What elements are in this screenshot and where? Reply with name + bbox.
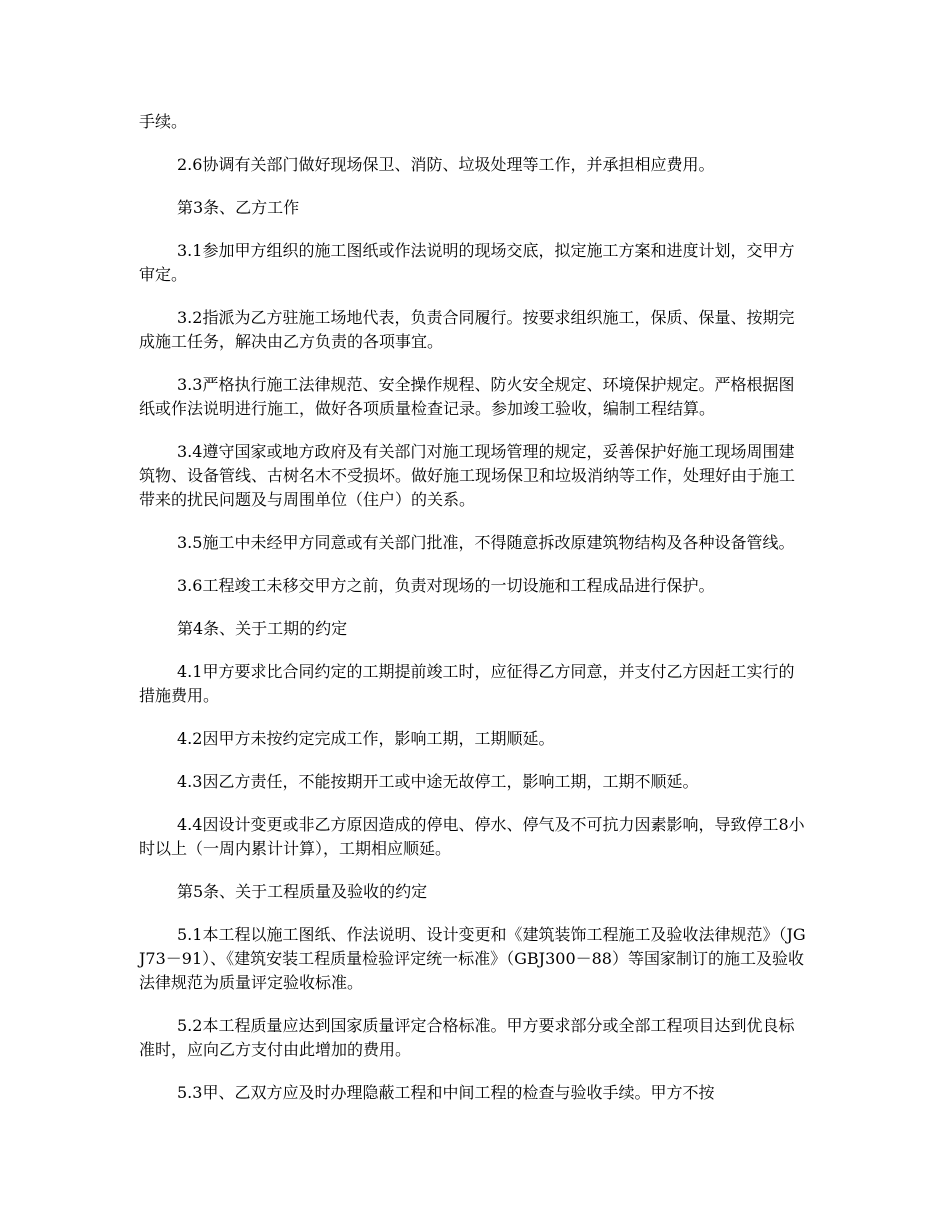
paragraph-0: 手续。: [139, 112, 188, 131]
paragraph-5-2: 5.2本工程质量应达到国家质量评定合格标准。甲方要求部分或全部工程项目达到优良标准时，应向乙方支付由此增加的费用。: [139, 1016, 795, 1059]
paragraph-3-2: 3.2指派为乙方驻施工场地代表，负责合同履行。按要求组织施工，保质、保量、按期完成施工任务，解决由乙方负责的各项事宜。: [139, 308, 795, 351]
paragraph-4-2: 4.2因甲方未按约定完成工作，影响工期，工期顺延。: [177, 729, 555, 748]
paragraph-4-1: 4.1甲方要求比合同约定的工期提前竣工时，应征得乙方同意，并支付乙方因赶工实行的措施费用。: [139, 662, 795, 705]
section-heading-4: 第4条、关于工期的约定: [177, 619, 348, 638]
paragraph-3-3: 3.3严格执行施工法律规范、安全操作规程、防火安全规定、环境保护规定。严格根据图纸或作法说明进行施工，做好各项质量检查记录。参加竣工验收，编制工程结算。: [139, 375, 795, 418]
section-heading-3: 第3条、乙方工作: [177, 198, 300, 217]
paragraph-3-4: 3.4遵守国家或地方政府及有关部门对施工现场管理的规定，妥善保护好施工现场周围建筑物、设备管线、古树名木不受损坏。做好施工现场保卫和垃圾消纳等工作，处理好由于施工带来的扰民问题及与周围单位（住户）的关系。: [139, 442, 796, 509]
paragraph-4-3: 4.3因乙方责任，不能按期开工或中途无故停工，影响工期，工期不顺延。: [177, 772, 699, 791]
document-page: [139, 110, 809, 1124]
section-heading-5: 第5条、关于工程质量及验收的约定: [177, 882, 428, 901]
paragraph-3-5: 3.5施工中未经甲方同意或有关部门批准，不得随意拆改原建筑物结构及各种设备管线。: [177, 533, 795, 552]
paragraph-3-1: 3.1参加甲方组织的施工图纸或作法说明的现场交底，拟定施工方案和进度计划，交甲方审定。: [139, 241, 795, 284]
paragraph-5-1: 5.1本工程以施工图纸、作法说明、设计变更和《建筑装饰工程施工及验收法律规范》（JGJ73－91）、《建筑安装工程质量检验评定统一标准》（GBJ300－88）等国家制订的施工及验收法律规范为质量评定验收标准。: [139, 925, 806, 992]
paragraph-2-6: 2.6协调有关部门做好现场保卫、消防、垃圾处理等工作，并承担相应费用。: [177, 155, 715, 174]
paragraph-4-4: 4.4因设计变更或非乙方原因造成的停电、停水、停气及不可抗力因素影响，导致停工8小时以上（一周内累计计算），工期相应顺延。: [139, 815, 805, 858]
paragraph-3-6: 3.6工程竣工未移交甲方之前，负责对现场的一切设施和工程成品进行保护。: [177, 576, 715, 595]
paragraph-5-3: 5.3甲、乙双方应及时办理隐蔽工程和中间工程的检查与验收手续。甲方不按: [177, 1083, 715, 1102]
